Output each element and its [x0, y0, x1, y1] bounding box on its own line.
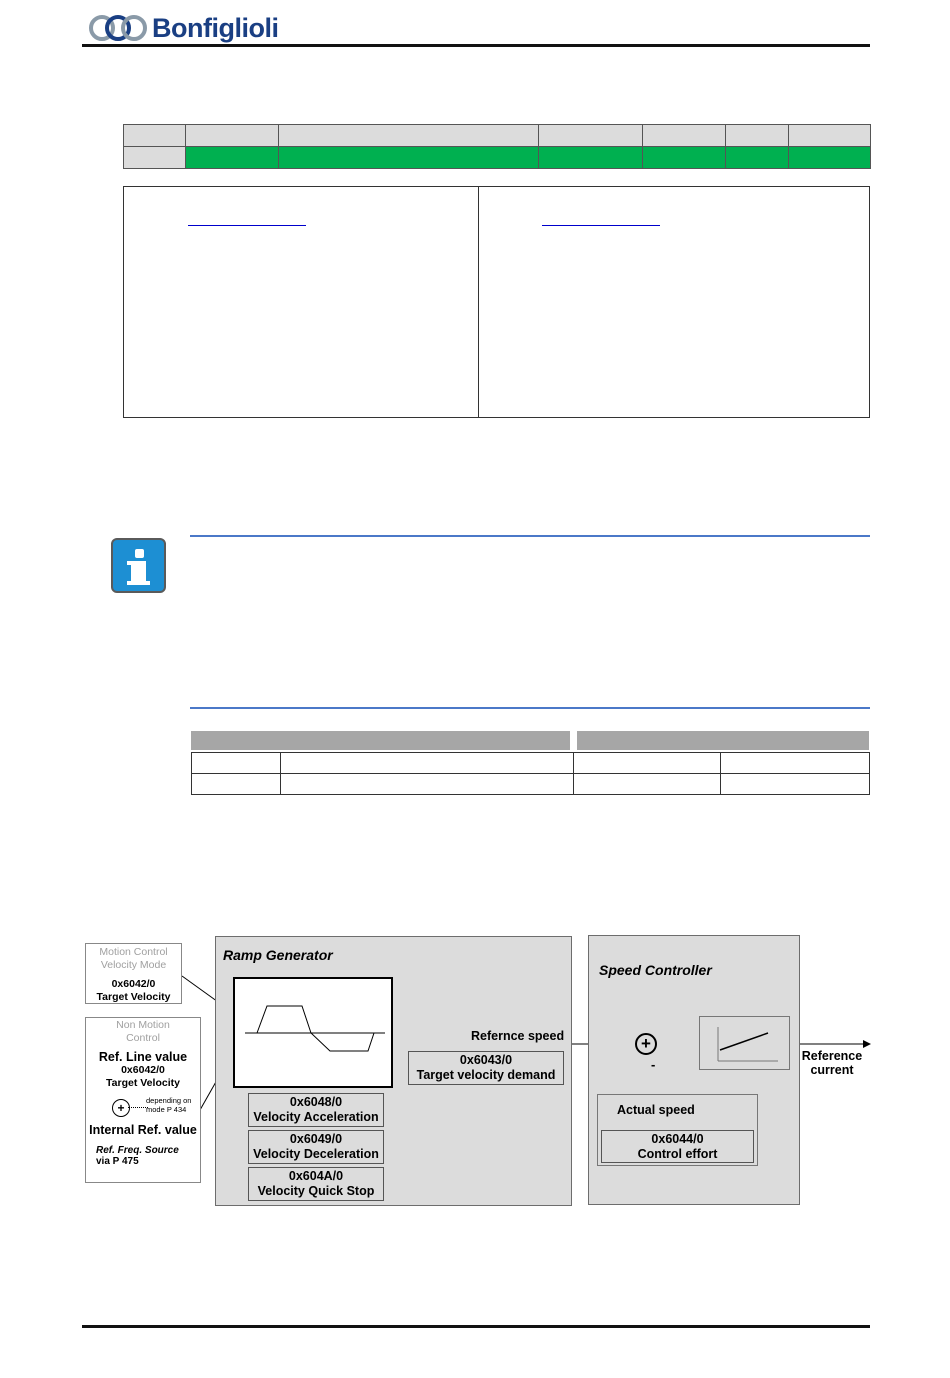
qs-object: 0x604A/0 [288, 1169, 344, 1183]
velocity-quick-stop-box [248, 1167, 384, 1201]
mc-line1: Motion Control [99, 946, 168, 958]
mc-object-name: Target Velocity [96, 990, 171, 1003]
control-effort-box [601, 1130, 754, 1163]
ref-current-line1: Reference [801, 1049, 863, 1063]
decel-object: 0x6049/0 [289, 1132, 343, 1146]
nmc-internal-ref: Internal Ref. value [89, 1123, 197, 1137]
brand-name: Bonfiglioli [152, 12, 279, 43]
nmc-line2: Control [126, 1031, 160, 1044]
nmc-depending-note [146, 1097, 191, 1114]
summing-junction-icon: + [112, 1099, 130, 1117]
nmc-line1: Non Motion [116, 1019, 170, 1031]
ref-current-line2: current [810, 1063, 854, 1077]
effort-object: 0x6044/0 [651, 1132, 704, 1146]
ramp-profile-graph [233, 977, 393, 1088]
nmc-freq-source: Ref. Freq. Source [96, 1145, 179, 1156]
qs-name: Velocity Quick Stop [257, 1184, 375, 1198]
footer-rule [82, 1325, 870, 1328]
effort-name: Control effort [637, 1147, 718, 1161]
accel-object: 0x6048/0 [289, 1095, 343, 1109]
target-velocity-demand-box [408, 1051, 564, 1085]
nmc-dep-line1: depending on [146, 1096, 192, 1105]
actual-speed-group [597, 1094, 758, 1166]
mc-object: 0x6042/0 [111, 978, 156, 990]
nmc-object-name: Target Velocity [106, 1076, 180, 1089]
decel-name: Velocity Deceleration [253, 1147, 379, 1161]
demand-name: Target velocity demand [416, 1068, 556, 1082]
reference-current-label [800, 1049, 864, 1077]
speed-controller-title: Speed Controller [599, 962, 712, 978]
actual-speed-label: Actual speed [617, 1103, 695, 1117]
mc-line2: Velocity Mode [100, 958, 167, 971]
non-motion-control-box [85, 1017, 201, 1183]
nmc-dep-line2: mode P 434 [146, 1104, 187, 1114]
nmc-freq-param: via P 475 [96, 1156, 139, 1167]
demand-object: 0x6043/0 [459, 1053, 513, 1067]
nmc-ref-line: Ref. Line value [98, 1050, 188, 1064]
speed-controller-panel [588, 935, 800, 1205]
reference-speed-label: Refernce speed [471, 1029, 565, 1043]
motion-control-box [85, 943, 182, 1004]
ramp-generator-title: Ramp Generator [223, 947, 333, 963]
nmc-object: 0x6042/0 [121, 1064, 165, 1076]
velocity-deceleration-box [248, 1130, 384, 1164]
controller-gain-icon [700, 1017, 789, 1069]
velocity-acceleration-box [248, 1093, 384, 1127]
ramp-profile-icon [235, 979, 391, 1086]
controller-block [699, 1016, 790, 1070]
minus-sign: - [651, 1057, 656, 1072]
accel-name: Velocity Acceleration [253, 1110, 379, 1124]
summing-junction-icon: + [635, 1033, 657, 1055]
ramp-generator-panel [215, 936, 572, 1206]
